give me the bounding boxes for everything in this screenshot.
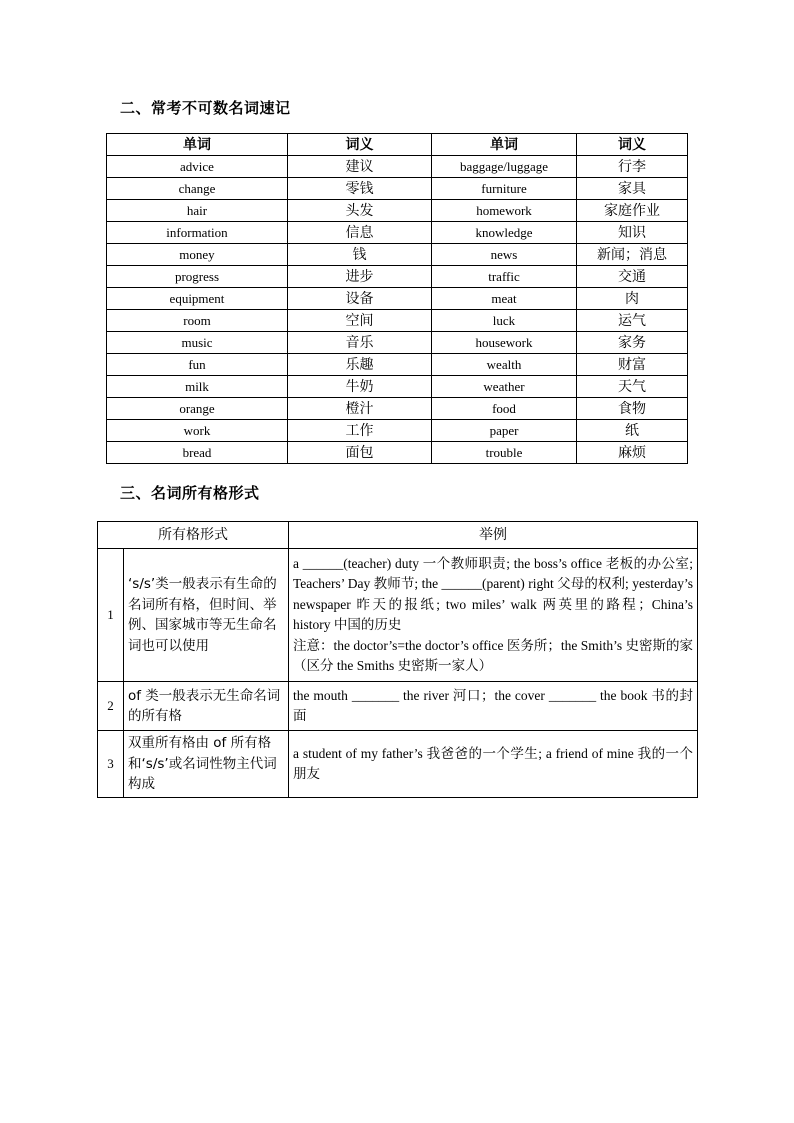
word-cell: housework bbox=[432, 332, 577, 354]
meaning-cell: 行李 bbox=[577, 156, 688, 178]
word-cell: baggage/luggage bbox=[432, 156, 577, 178]
example-cell bbox=[289, 549, 698, 682]
word-cell: fun bbox=[107, 354, 288, 376]
table-row bbox=[107, 244, 688, 266]
word-cell: news bbox=[432, 244, 577, 266]
meaning-cell: 麻烦 bbox=[577, 442, 688, 464]
word-cell: paper bbox=[432, 420, 577, 442]
meaning-cell: 钱 bbox=[288, 244, 432, 266]
word-cell: information bbox=[107, 222, 288, 244]
header-meaning-1: 词义 bbox=[288, 134, 432, 156]
table-row bbox=[107, 310, 688, 332]
meaning-cell: 头发 bbox=[288, 200, 432, 222]
table-row bbox=[107, 266, 688, 288]
meaning-cell: 家具 bbox=[577, 178, 688, 200]
section-2-title: 二、常考不可数名词速记 bbox=[120, 99, 291, 117]
word-cell: equipment bbox=[107, 288, 288, 310]
table-row bbox=[98, 682, 698, 731]
meaning-cell: 信息 bbox=[288, 222, 432, 244]
word-cell: meat bbox=[432, 288, 577, 310]
word-cell: hair bbox=[107, 200, 288, 222]
example-cell bbox=[289, 731, 698, 798]
table-row bbox=[107, 376, 688, 398]
meaning-cell: 天气 bbox=[577, 376, 688, 398]
table-header-row bbox=[98, 522, 698, 549]
row-number: 3 bbox=[98, 731, 124, 798]
header-meaning-2: 词义 bbox=[577, 134, 688, 156]
word-cell: work bbox=[107, 420, 288, 442]
meaning-cell: 财富 bbox=[577, 354, 688, 376]
meaning-cell: 家务 bbox=[577, 332, 688, 354]
table-row bbox=[107, 354, 688, 376]
table-row bbox=[107, 156, 688, 178]
form-description: of 类一般表示无生命名词的所有格 bbox=[124, 682, 289, 731]
word-cell: progress bbox=[107, 266, 288, 288]
table-row bbox=[107, 442, 688, 464]
meaning-cell: 肉 bbox=[577, 288, 688, 310]
table-row bbox=[107, 288, 688, 310]
table-row bbox=[107, 420, 688, 442]
meaning-cell: 橙汁 bbox=[288, 398, 432, 420]
word-cell: music bbox=[107, 332, 288, 354]
meaning-cell: 进步 bbox=[288, 266, 432, 288]
header-form: 所有格形式 bbox=[98, 522, 289, 549]
word-cell: furniture bbox=[432, 178, 577, 200]
word-cell: money bbox=[107, 244, 288, 266]
table-row bbox=[107, 332, 688, 354]
meaning-cell: 乐趣 bbox=[288, 354, 432, 376]
word-cell: luck bbox=[432, 310, 577, 332]
word-cell: weather bbox=[432, 376, 577, 398]
form-description: ‘s/s’类一般表示有生命的名词所有格，但时间、举例、国家城市等无生命名词也可以使用 bbox=[124, 549, 289, 682]
word-cell: orange bbox=[107, 398, 288, 420]
table-header-row bbox=[107, 134, 688, 156]
header-word-2: 单词 bbox=[432, 134, 577, 156]
row-number: 2 bbox=[98, 682, 124, 731]
meaning-cell: 新闻；消息 bbox=[577, 244, 688, 266]
header-example: 举例 bbox=[289, 522, 698, 549]
meaning-cell: 交通 bbox=[577, 266, 688, 288]
meaning-cell: 牛奶 bbox=[288, 376, 432, 398]
meaning-cell: 纸 bbox=[577, 420, 688, 442]
word-cell: advice bbox=[107, 156, 288, 178]
example-text: the mouth _______ the river 河口；the cover _______ the book 书的封面 bbox=[293, 687, 693, 723]
example-note: 注意：the doctor’s=the doctor’s office 医务所；the Smith’s 史密斯的家（区分 the Smiths 史密斯一家人） bbox=[293, 637, 693, 673]
example-text: a student of my father’s 我爸爸的一个学生; a friend of mine 我的一个朋友 bbox=[293, 745, 693, 781]
meaning-cell: 食物 bbox=[577, 398, 688, 420]
example-text: a ______(teacher) duty 一个教师职责; the boss’s office 老板的办公室; Teachers’ Day 教师节; the ______(parent) right 父母的权利; yesterday’s newspaper 昨天的报纸; two miles’ walk 两英里的路程；China’s history 中国的历史 bbox=[293, 555, 693, 632]
word-cell: food bbox=[432, 398, 577, 420]
table-row bbox=[107, 398, 688, 420]
meaning-cell: 音乐 bbox=[288, 332, 432, 354]
table-row bbox=[98, 549, 698, 682]
possessive-forms-table bbox=[97, 521, 698, 798]
word-cell: knowledge bbox=[432, 222, 577, 244]
form-description: 双重所有格由 of 所有格和‘s/s’或名词性物主代词构成 bbox=[124, 731, 289, 798]
word-cell: room bbox=[107, 310, 288, 332]
word-cell: trouble bbox=[432, 442, 577, 464]
meaning-cell: 家庭作业 bbox=[577, 200, 688, 222]
table-row bbox=[98, 731, 698, 798]
word-cell: traffic bbox=[432, 266, 577, 288]
meaning-cell: 工作 bbox=[288, 420, 432, 442]
uncountable-nouns-table bbox=[106, 133, 688, 464]
word-cell: milk bbox=[107, 376, 288, 398]
header-word-1: 单词 bbox=[107, 134, 288, 156]
row-number: 1 bbox=[98, 549, 124, 682]
meaning-cell: 运气 bbox=[577, 310, 688, 332]
section-3-title: 三、名词所有格形式 bbox=[120, 484, 260, 502]
meaning-cell: 建议 bbox=[288, 156, 432, 178]
word-cell: change bbox=[107, 178, 288, 200]
meaning-cell: 设备 bbox=[288, 288, 432, 310]
example-cell bbox=[289, 682, 698, 731]
word-cell: homework bbox=[432, 200, 577, 222]
meaning-cell: 面包 bbox=[288, 442, 432, 464]
meaning-cell: 零钱 bbox=[288, 178, 432, 200]
word-cell: bread bbox=[107, 442, 288, 464]
meaning-cell: 知识 bbox=[577, 222, 688, 244]
word-cell: wealth bbox=[432, 354, 577, 376]
table-row bbox=[107, 222, 688, 244]
meaning-cell: 空间 bbox=[288, 310, 432, 332]
table-row bbox=[107, 178, 688, 200]
table-row bbox=[107, 200, 688, 222]
